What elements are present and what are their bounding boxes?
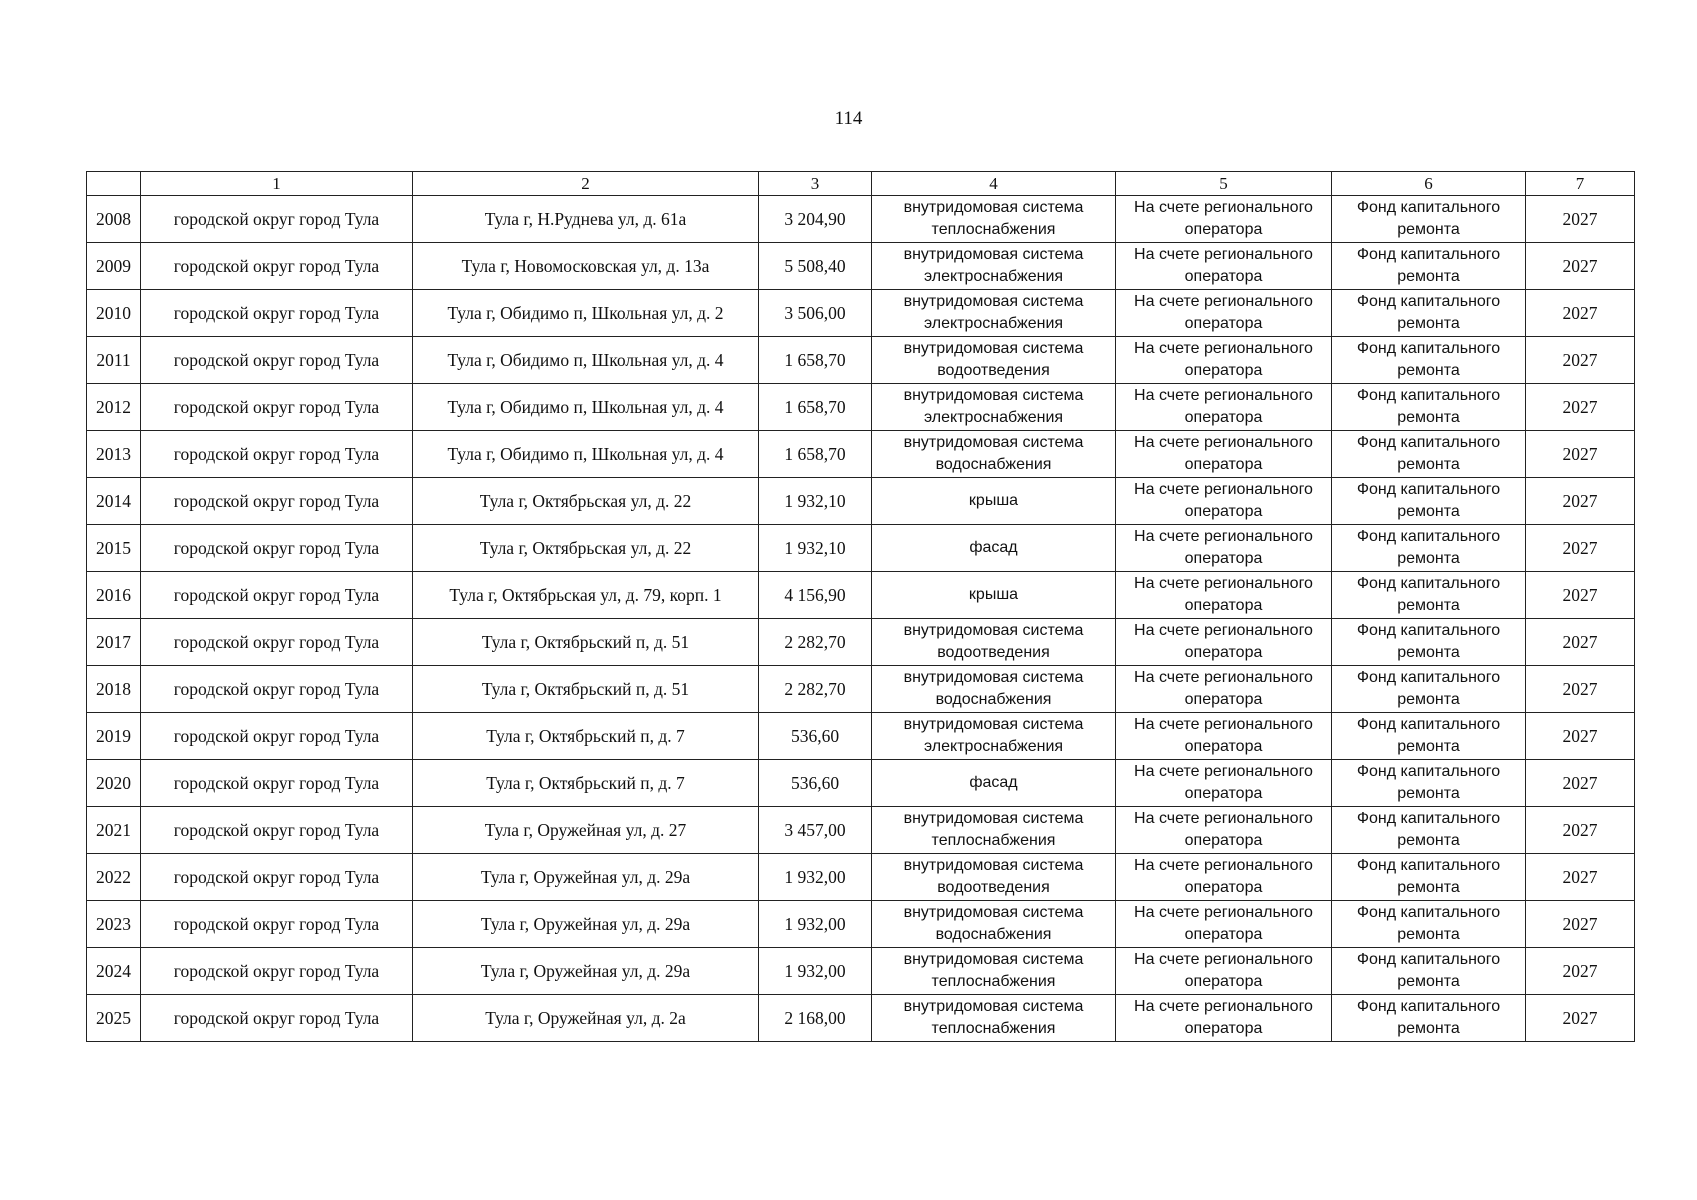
account-cell: На счете регионального оператора [1116,431,1332,478]
municipality-cell: городской округ город Тула [141,807,413,854]
header-cell-6: 6 [1332,172,1526,196]
municipality-cell: городской округ город Тула [141,431,413,478]
row-number: 2011 [87,337,141,384]
area-cell: 1 932,10 [759,478,872,525]
area-cell: 1 658,70 [759,337,872,384]
municipality-cell: городской округ город Тула [141,337,413,384]
system-cell: внутридомовая система водоснабжения [872,901,1116,948]
account-cell: На счете регионального оператора [1116,854,1332,901]
account-cell: На счете регионального оператора [1116,337,1332,384]
municipality-cell: городской округ город Тула [141,478,413,525]
account-cell: На счете регионального оператора [1116,807,1332,854]
row-number: 2018 [87,666,141,713]
address-cell: Тула г, Октябрьская ул, д. 79, корп. 1 [413,572,759,619]
table-row [87,572,1635,619]
account-cell: На счете регионального оператора [1116,995,1332,1042]
municipality-cell: городской округ город Тула [141,948,413,995]
row-number: 2023 [87,901,141,948]
system-cell: внутридомовая система электроснабжения [872,713,1116,760]
row-number: 2009 [87,243,141,290]
address-cell: Тула г, Обидимо п, Школьная ул, д. 4 [413,337,759,384]
address-cell: Тула г, Оружейная ул, д. 29а [413,901,759,948]
municipality-cell: городской округ город Тула [141,196,413,243]
account-cell: На счете регионального оператора [1116,290,1332,337]
table-row [87,948,1635,995]
source-cell: Фонд капитального ремонта [1332,478,1526,525]
year-cell: 2027 [1526,243,1635,290]
header-cell-7: 7 [1526,172,1635,196]
account-cell: На счете регионального оператора [1116,525,1332,572]
table-row [87,901,1635,948]
area-cell: 1 932,00 [759,854,872,901]
address-cell: Тула г, Оружейная ул, д. 2а [413,995,759,1042]
system-cell: крыша [872,478,1116,525]
account-cell: На счете регионального оператора [1116,619,1332,666]
source-cell: Фонд капитального ремонта [1332,760,1526,807]
area-cell: 5 508,40 [759,243,872,290]
source-cell: Фонд капитального ремонта [1332,337,1526,384]
capital-repair-table [86,171,1635,1042]
system-cell: внутридомовая система теплоснабжения [872,948,1116,995]
address-cell: Тула г, Оружейная ул, д. 27 [413,807,759,854]
table-row [87,713,1635,760]
row-number: 2025 [87,995,141,1042]
row-number: 2020 [87,760,141,807]
municipality-cell: городской округ город Тула [141,384,413,431]
row-number: 2016 [87,572,141,619]
municipality-cell: городской округ город Тула [141,243,413,290]
year-cell: 2027 [1526,995,1635,1042]
table-body [87,196,1635,1042]
year-cell: 2027 [1526,713,1635,760]
row-number: 2012 [87,384,141,431]
year-cell: 2027 [1526,478,1635,525]
year-cell: 2027 [1526,619,1635,666]
year-cell: 2027 [1526,948,1635,995]
year-cell: 2027 [1526,431,1635,478]
system-cell: внутридомовая система теплоснабжения [872,807,1116,854]
system-cell: фасад [872,525,1116,572]
source-cell: Фонд капитального ремонта [1332,243,1526,290]
system-cell: внутридомовая система электроснабжения [872,290,1116,337]
year-cell: 2027 [1526,384,1635,431]
address-cell: Тула г, Оружейная ул, д. 29а [413,948,759,995]
table-row [87,290,1635,337]
municipality-cell: городской округ город Тула [141,290,413,337]
area-cell: 3 204,90 [759,196,872,243]
source-cell: Фонд капитального ремонта [1332,901,1526,948]
municipality-cell: городской округ город Тула [141,666,413,713]
row-number: 2021 [87,807,141,854]
row-number: 2019 [87,713,141,760]
address-cell: Тула г, Октябрьский п, д. 51 [413,619,759,666]
row-number: 2017 [87,619,141,666]
area-cell: 1 658,70 [759,384,872,431]
source-cell: Фонд капитального ремонта [1332,807,1526,854]
municipality-cell: городской округ город Тула [141,525,413,572]
address-cell: Тула г, Обидимо п, Школьная ул, д. 4 [413,431,759,478]
table-row [87,666,1635,713]
table-row [87,807,1635,854]
system-cell: фасад [872,760,1116,807]
municipality-cell: городской округ город Тула [141,760,413,807]
municipality-cell: городской округ город Тула [141,572,413,619]
area-cell: 2 282,70 [759,619,872,666]
table-row [87,384,1635,431]
year-cell: 2027 [1526,196,1635,243]
system-cell: внутридомовая система водоснабжения [872,431,1116,478]
system-cell: внутридомовая система электроснабжения [872,243,1116,290]
municipality-cell: городской округ город Тула [141,995,413,1042]
year-cell: 2027 [1526,807,1635,854]
year-cell: 2027 [1526,525,1635,572]
year-cell: 2027 [1526,572,1635,619]
page-number: 114 [834,108,863,129]
table-row [87,243,1635,290]
address-cell: Тула г, Новомосковская ул, д. 13а [413,243,759,290]
table-row [87,995,1635,1042]
source-cell: Фонд капитального ремонта [1332,290,1526,337]
account-cell: На счете регионального оператора [1116,760,1332,807]
area-cell: 3 506,00 [759,290,872,337]
address-cell: Тула г, Обидимо п, Школьная ул, д. 4 [413,384,759,431]
address-cell: Тула г, Оружейная ул, д. 29а [413,854,759,901]
account-cell: На счете регионального оператора [1116,572,1332,619]
account-cell: На счете регионального оператора [1116,478,1332,525]
area-cell: 536,60 [759,713,872,760]
account-cell: На счете регионального оператора [1116,901,1332,948]
address-cell: Тула г, Октябрьский п, д. 51 [413,666,759,713]
account-cell: На счете регионального оператора [1116,948,1332,995]
system-cell: крыша [872,572,1116,619]
area-cell: 3 457,00 [759,807,872,854]
source-cell: Фонд капитального ремонта [1332,666,1526,713]
source-cell: Фонд капитального ремонта [1332,995,1526,1042]
header-cell-3: 3 [759,172,872,196]
area-cell: 1 932,10 [759,525,872,572]
year-cell: 2027 [1526,901,1635,948]
row-number: 2024 [87,948,141,995]
address-cell: Тула г, Н.Руднева ул, д. 61а [413,196,759,243]
header-row [87,172,1635,196]
system-cell: внутридомовая система водоотведения [872,337,1116,384]
source-cell: Фонд капитального ремонта [1332,572,1526,619]
source-cell: Фонд капитального ремонта [1332,713,1526,760]
account-cell: На счете регионального оператора [1116,713,1332,760]
header-cell-index [87,172,141,196]
area-cell: 1 932,00 [759,948,872,995]
system-cell: внутридомовая система водоотведения [872,619,1116,666]
header-cell-5: 5 [1116,172,1332,196]
source-cell: Фонд капитального ремонта [1332,196,1526,243]
row-number: 2013 [87,431,141,478]
address-cell: Тула г, Октябрьская ул, д. 22 [413,478,759,525]
header-cell-2: 2 [413,172,759,196]
table-row [87,478,1635,525]
table-header [87,172,1635,196]
table-row [87,337,1635,384]
year-cell: 2027 [1526,290,1635,337]
table-row [87,760,1635,807]
area-cell: 1 658,70 [759,431,872,478]
table-row [87,525,1635,572]
system-cell: внутридомовая система теплоснабжения [872,995,1116,1042]
year-cell: 2027 [1526,760,1635,807]
area-cell: 4 156,90 [759,572,872,619]
source-cell: Фонд капитального ремонта [1332,854,1526,901]
municipality-cell: городской округ город Тула [141,901,413,948]
municipality-cell: городской округ город Тула [141,619,413,666]
address-cell: Тула г, Октябрьский п, д. 7 [413,760,759,807]
source-cell: Фонд капитального ремонта [1332,619,1526,666]
table-row [87,431,1635,478]
address-cell: Тула г, Октябрьская ул, д. 22 [413,525,759,572]
system-cell: внутридомовая система электроснабжения [872,384,1116,431]
table-row [87,619,1635,666]
area-cell: 2 282,70 [759,666,872,713]
municipality-cell: городской округ город Тула [141,713,413,760]
system-cell: внутридомовая система водоотведения [872,854,1116,901]
account-cell: На счете регионального оператора [1116,384,1332,431]
account-cell: На счете регионального оператора [1116,666,1332,713]
year-cell: 2027 [1526,854,1635,901]
row-number: 2008 [87,196,141,243]
header-cell-1: 1 [141,172,413,196]
row-number: 2022 [87,854,141,901]
area-cell: 2 168,00 [759,995,872,1042]
address-cell: Тула г, Обидимо п, Школьная ул, д. 2 [413,290,759,337]
row-number: 2015 [87,525,141,572]
municipality-cell: городской округ город Тула [141,854,413,901]
area-cell: 1 932,00 [759,901,872,948]
area-cell: 536,60 [759,760,872,807]
source-cell: Фонд капитального ремонта [1332,525,1526,572]
source-cell: Фонд капитального ремонта [1332,431,1526,478]
table-row [87,854,1635,901]
row-number: 2010 [87,290,141,337]
account-cell: На счете регионального оператора [1116,243,1332,290]
account-cell: На счете регионального оператора [1116,196,1332,243]
row-number: 2014 [87,478,141,525]
year-cell: 2027 [1526,337,1635,384]
source-cell: Фонд капитального ремонта [1332,384,1526,431]
year-cell: 2027 [1526,666,1635,713]
system-cell: внутридомовая система водоснабжения [872,666,1116,713]
address-cell: Тула г, Октябрьский п, д. 7 [413,713,759,760]
source-cell: Фонд капитального ремонта [1332,948,1526,995]
table-row [87,196,1635,243]
system-cell: внутридомовая система теплоснабжения [872,196,1116,243]
header-cell-4: 4 [872,172,1116,196]
